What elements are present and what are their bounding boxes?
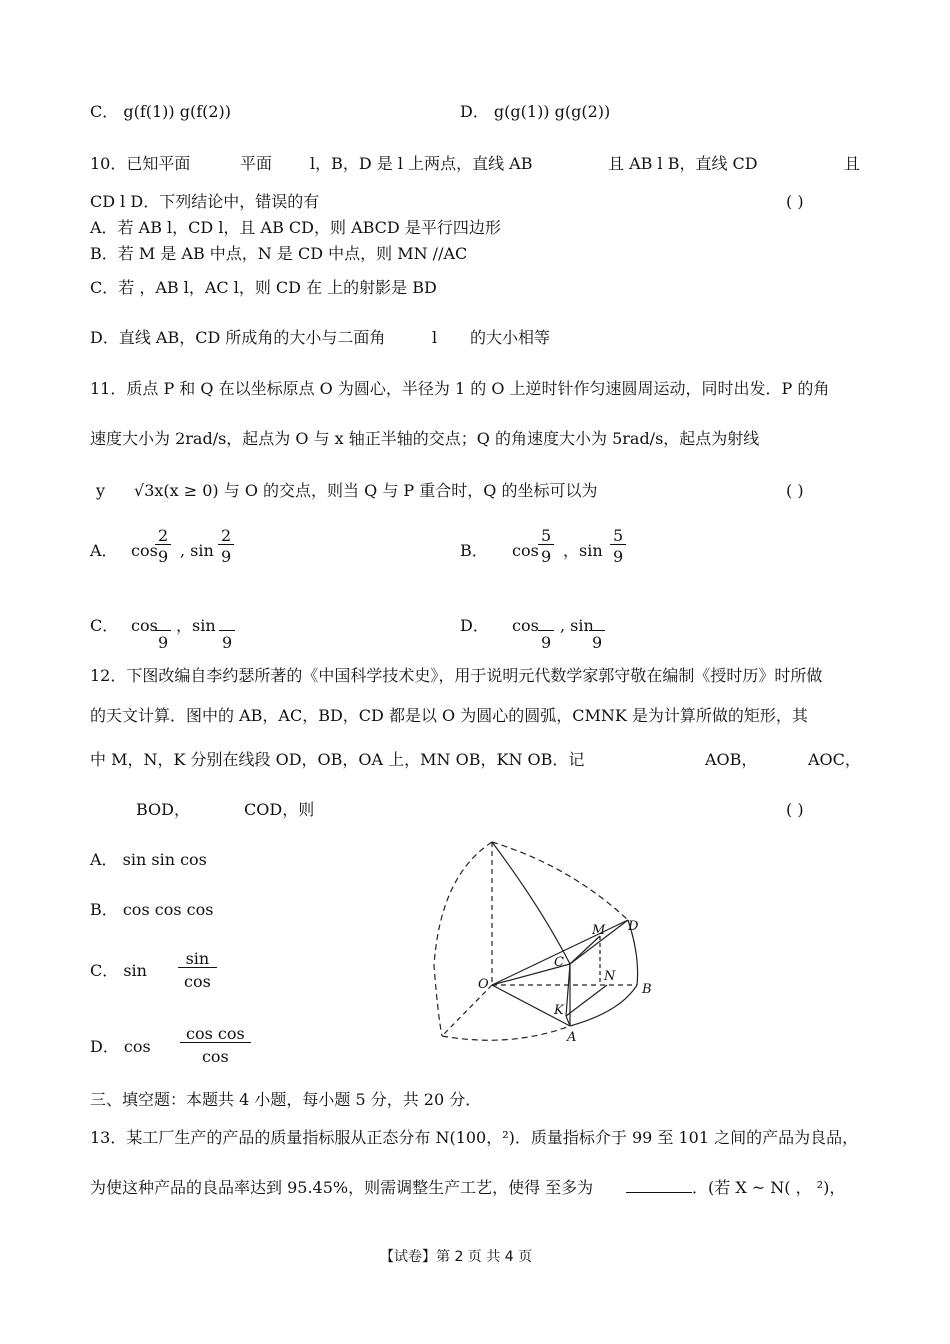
q11-option-c-label: C．	[90, 616, 119, 635]
q13-line2-tail: ．(若 X ~ N( ， ²)，	[692, 1178, 846, 1197]
q11-option-c-fraction-1: 9	[155, 614, 171, 651]
fig-label-d: D	[628, 919, 639, 934]
q12-option-a: A． sin sin cos	[90, 850, 207, 869]
section-3-heading: 三、填空题：本题共 4 小题，每小题 5 分，共 20 分．	[90, 1090, 482, 1109]
fig-label-c: C	[554, 955, 564, 970]
fig-top-arc	[492, 842, 628, 920]
q10-option-d-part2: l	[432, 328, 438, 347]
q10-option-b: B．若 M 是 AB 中点，N 是 CD 中点，则 MN //AC	[90, 244, 468, 263]
q11-option-c-sin: ，sin	[176, 616, 216, 635]
q10-stem-part1: 10．已知平面	[90, 154, 191, 173]
q12-option-c-label: C． sin	[90, 961, 147, 980]
q10-stem-part5: 且	[844, 154, 861, 173]
q12-answer-paren: ( )	[786, 800, 804, 819]
fig-label-k: K	[554, 1003, 564, 1018]
q12-option-d-label: D． cos	[90, 1037, 151, 1056]
q12-stem-line4-bod: BOD，	[136, 800, 191, 819]
fig-diagonal-axis	[442, 985, 492, 1036]
q10-stem-part3: l，B，D 是 l 上两点，直线 AB	[310, 154, 533, 173]
q10-answer-paren: ( )	[786, 192, 804, 211]
q11-option-b-label: B．	[460, 541, 488, 560]
q11-option-d-fraction-2: 9	[589, 614, 605, 651]
q13-line2: 为使这种产品的良品率达到 95.45%，则需调整生产工艺，使得 至多为	[90, 1178, 594, 1197]
q11-option-a-label: A．	[90, 541, 118, 560]
q10-stem-line2: CD l D．下列结论中，错误的有	[90, 192, 320, 211]
q11-option-c-fraction-2: 9	[219, 614, 235, 651]
fig-bottom-arc	[442, 1026, 570, 1040]
q9-option-c: C． g(f(1)) g(f(2))	[90, 102, 232, 121]
q12-stem-line3-aob: AOB，	[705, 750, 758, 769]
fig-arc-ac	[492, 842, 570, 964]
fig-label-b: B	[642, 982, 652, 997]
q12-option-c-fraction: $\frac{\sin}{\cos}$	[178, 951, 217, 990]
q11-option-c-cos: cos	[131, 616, 158, 635]
q12-stem-line4-cod: COD，则	[244, 800, 315, 819]
q11-stem-line3-y: y	[96, 481, 106, 500]
q11-stem-line1: 11．质点 P 和 Q 在以坐标原点 O 为圆心，半径为 1 的 O 上逆时针作匀速圆周运动，同时出发．P 的角	[90, 379, 830, 398]
q12-option-b: B． cos cos cos	[90, 900, 214, 919]
q11-answer-paren: ( )	[786, 481, 804, 500]
q10-option-d-part3: 的大小相等	[470, 328, 551, 347]
q11-option-a-cos: cos	[131, 541, 158, 560]
q12-geometry-figure	[430, 836, 660, 1048]
fig-left-arc	[434, 842, 492, 1036]
q11-option-d-label: D．	[460, 616, 489, 635]
q11-option-b-fraction-1: $\frac{5}{9}$	[538, 528, 554, 565]
q11-option-b-fraction-2: $\frac{5}{9}$	[610, 528, 626, 565]
q11-option-d-sin: , sin	[560, 616, 594, 635]
page-footer: 【试卷】第 2 页 共 4 页	[380, 1249, 533, 1265]
q11-option-a-fraction-1: $\frac{2}{9}$	[155, 528, 171, 565]
q10-option-a: A．若 AB l，CD l，且 AB CD，则 ABCD 是平行四边形	[90, 218, 501, 237]
q10-option-c: C．若 ，AB l，AC l，则 CD 在 上的射影是 BD	[90, 278, 437, 297]
q11-stem-line2: 速度大小为 2rad/s，起点为 O 与 x 轴正半轴的交点；Q 的角速度大小为 5rad/s，起点为射线	[90, 429, 760, 448]
q10-option-d-part1: D．直线 AB，CD 所成角的大小与二面角	[90, 328, 386, 347]
q12-stem-line3: 中 M，N，K 分别在线段 OD，OB，OA 上，MN OB，KN OB．记	[90, 750, 585, 769]
fig-label-m: M	[592, 923, 606, 938]
q11-stem-line3: √3x(x ≥ 0) 与 O 的交点，则当 Q 与 P 重合时，Q 的坐标可以为	[134, 481, 598, 500]
fig-label-a: A	[567, 1030, 577, 1045]
q12-option-d-fraction: $\frac{\text{cos cos}}{\cos}$	[180, 1026, 251, 1065]
q11-option-b-cos: cos	[512, 541, 539, 560]
q13-answer-blank[interactable]	[626, 1176, 692, 1193]
q11-option-a-sin: , sin	[180, 541, 214, 560]
q9-option-d: D． g(g(1)) g(g(2))	[460, 102, 611, 121]
q12-stem-line1: 12．下图改编自李约瑟所著的《中国科学技术史》，用于说明元代数学家郭守敬在编制《授时历》时所做	[90, 666, 823, 685]
fig-label-n: N	[604, 969, 616, 984]
fig-label-o: O	[478, 977, 489, 992]
q12-stem-line2: 的天文计算．图中的 AB，AC，BD，CD 都是以 O 为圆心的圆弧，CMNK 是为计算所做的矩形，其	[90, 706, 808, 725]
q10-stem-part2: 平面	[240, 154, 273, 173]
q11-option-d-cos: cos	[512, 616, 539, 635]
q10-stem-part4: 且 AB l B，直线 CD	[608, 154, 758, 173]
q12-stem-line3-aoc: AOC，	[808, 750, 861, 769]
q13-line1: 13．某工厂生产的产品的质量指标服从正态分布 N(100，²)．质量指标介于 99 至 101 之间的产品为良品，	[90, 1128, 859, 1147]
q11-option-a-fraction-2: $\frac{2}{9}$	[218, 528, 234, 565]
q11-option-b-sin: ，sin	[563, 541, 603, 560]
fig-kn	[566, 985, 607, 1016]
q11-option-d-fraction-1: 9	[538, 614, 554, 651]
